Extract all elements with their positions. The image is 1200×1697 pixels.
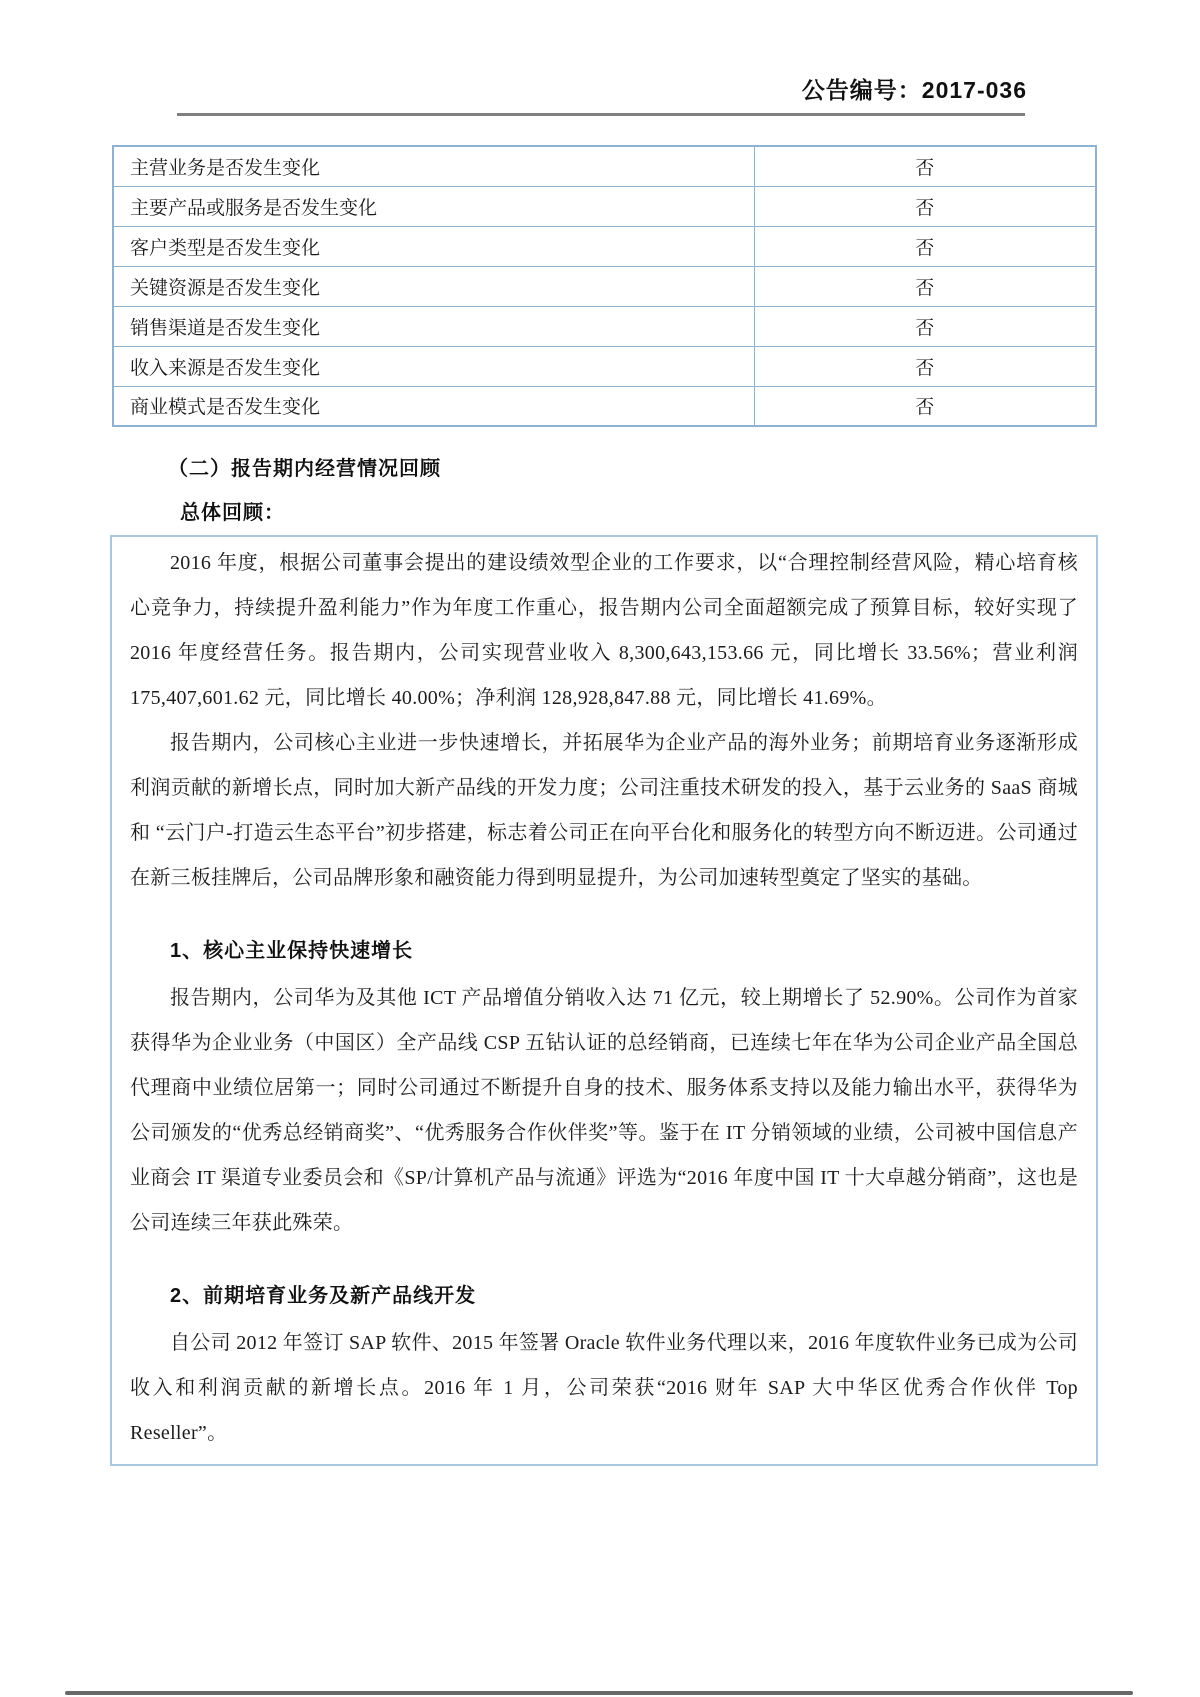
overall-review-label: 总体回顾：	[180, 502, 285, 524]
review-subsection-2-title: 2、前期培育业务及新产品线开发	[170, 1285, 477, 1307]
change-question: 收入来源是否发生变化	[113, 346, 754, 386]
section-heading-operating-review: （二）报告期内经营情况回顾	[168, 458, 441, 480]
review-paragraph-overall-1: 2016 年度，根据公司董事会提出的建设绩效型企业的工作要求，以“合理控制经营风险，精心培育核心竞争力，持续提升盈利能力”作为年度工作重心，报告期内公司全面超额完成了预算目标，较好实现了 2016 年度经营任务。报告期内，公司实现营业收入 8,300,643,153.66 元，同比增长 33.56%；营业利润 175,407,601.62 元，同比增长 40.00%；净利润 128,928,847.88 元，同比增长 41.69%。	[130, 552, 1078, 709]
change-answer: 否	[754, 186, 1096, 226]
change-answer: 否	[754, 306, 1096, 346]
header-divider	[177, 113, 1025, 116]
table-row	[113, 186, 1096, 226]
review-subsection-2-paragraph: 自公司 2012 年签订 SAP 软件、2015 年签署 Oracle 软件业务代理以来，2016 年度软件业务已成为公司收入和利润贡献的新增长点。2016 年 1 月，公司荣获“2016 财年 SAP 大中华区优秀合作伙伴 Top Reseller”。	[130, 1332, 1078, 1444]
change-question: 关键资源是否发生变化	[113, 266, 754, 306]
change-answer: 否	[754, 386, 1096, 426]
change-answer: 否	[754, 226, 1096, 266]
table-row	[113, 146, 1096, 186]
change-answer: 否	[754, 146, 1096, 186]
change-answer: 否	[754, 346, 1096, 386]
change-question: 商业模式是否发生变化	[113, 386, 754, 426]
change-question: 主要产品或服务是否发生变化	[113, 186, 754, 226]
review-subsection-1-paragraph: 报告期内，公司华为及其他 ICT 产品增值分销收入达 71 亿元，较上期增长了 52.90%。公司作为首家获得华为企业业务（中国区）全产品线 CSP 五钻认证的总经销商，已连续七年在华为公司企业产品全国总代理商中业绩位居第一；同时公司通过不断提升自身的技术、服务体系支持以及能力输出水平，获得华为公司颁发的“优秀总经销商奖”、“优秀服务合作伙伴奖”等。鉴于在 IT 分销领域的业绩，公司被中国信息产业商会 IT 渠道专业委员会和《SP/计算机产品与流通》评选为“2016 年度中国 IT 十大卓越分销商”，这也是公司连续三年获此殊荣。	[130, 987, 1078, 1234]
operating-review-box	[110, 535, 1098, 1466]
change-question: 主营业务是否发生变化	[113, 146, 754, 186]
table-row	[113, 266, 1096, 306]
change-question: 销售渠道是否发生变化	[113, 306, 754, 346]
business-change-table	[112, 145, 1097, 427]
change-question: 客户类型是否发生变化	[113, 226, 754, 266]
table-row	[113, 226, 1096, 266]
review-paragraph-overall-2: 报告期内，公司核心主业进一步快速增长，并拓展华为企业产品的海外业务；前期培育业务逐渐形成利润贡献的新增长点，同时加大新产品线的开发力度；公司注重技术研发的投入，基于云业务的 SaaS 商城和 “云门户-打造云生态平台”初步搭建，标志着公司正在向平台化和服务化的转型方向不断迈进。公司通过在新三板挂牌后，公司品牌形象和融资能力得到明显提升，为公司加速转型奠定了坚实的基础。	[130, 732, 1078, 889]
announcement-number: 公告编号：2017-036	[801, 77, 1027, 103]
review-subsection-1-title: 1、核心主业保持快速增长	[170, 940, 414, 962]
table-row	[113, 386, 1096, 426]
table-row	[113, 306, 1096, 346]
change-answer: 否	[754, 266, 1096, 306]
table-row	[113, 346, 1096, 386]
page-bottom-edge	[65, 1691, 1133, 1695]
